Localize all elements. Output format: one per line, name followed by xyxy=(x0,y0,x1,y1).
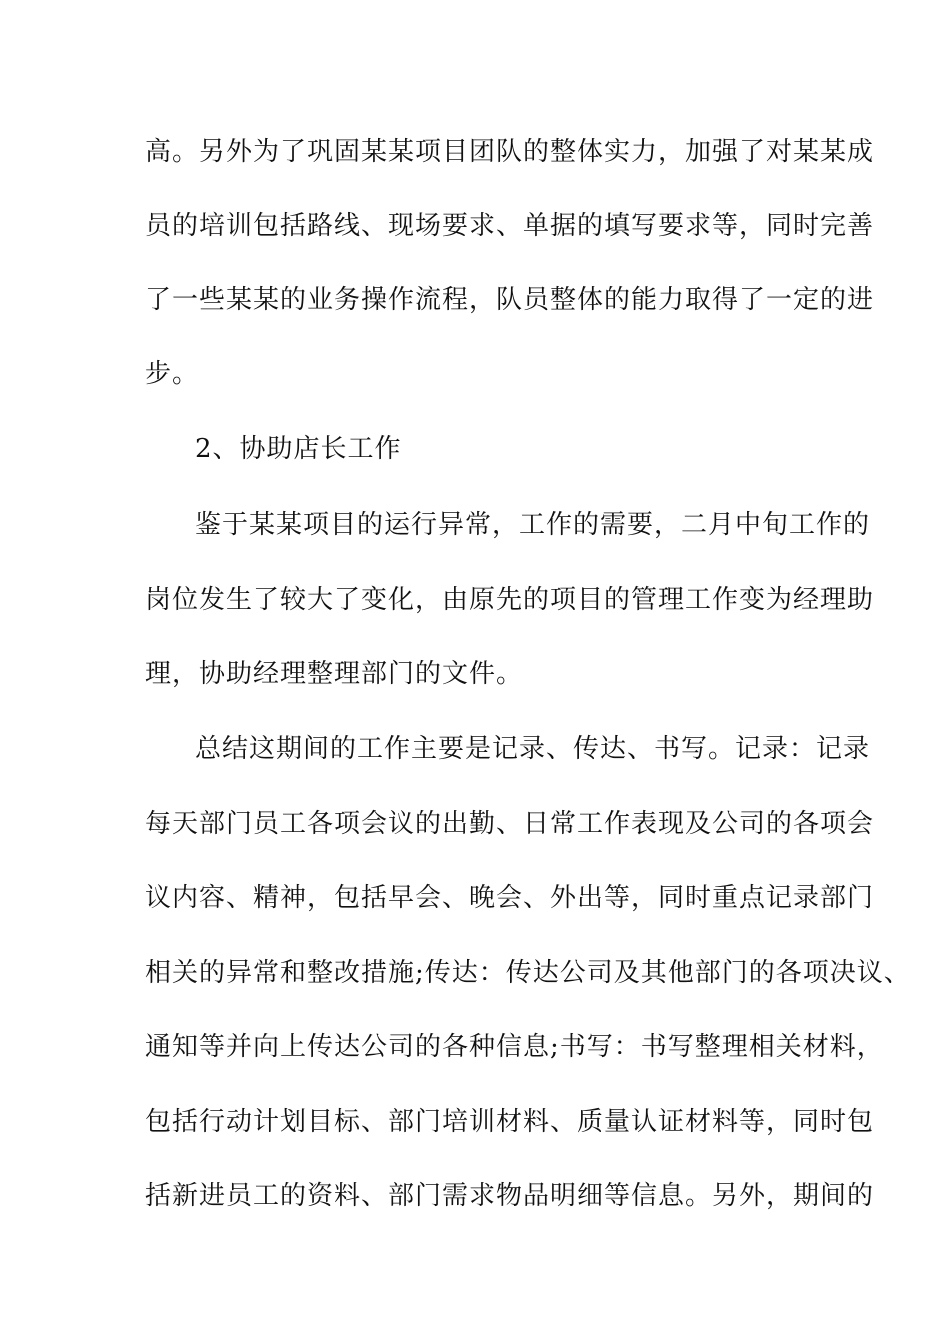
paragraph-line: 每天部门员工各项会议的出勤、日常工作表现及公司的各项会 xyxy=(145,809,875,839)
section-heading: 2、协助店长工作 xyxy=(195,434,402,464)
paragraph-line: 议内容、精神，包括早会、晚会、外出等，同时重点记录部门 xyxy=(145,883,875,913)
paragraph-line: 鉴于某某项目的运行异常，工作的需要，二月中旬工作的 xyxy=(195,510,871,540)
paragraph-line: 理，协助经理整理部门的文件。 xyxy=(145,659,524,689)
paragraph-line: 包括行动计划目标、部门培训材料、质量认证材料等，同时包 xyxy=(145,1107,875,1137)
paragraph-line: 岗位发生了较大了变化，由原先的项目的管理工作变为经理助 xyxy=(145,585,875,615)
paragraph-line: 通知等并向上传达公司的各种信息;书写：书写整理相关材料， xyxy=(145,1032,884,1062)
paragraph-line: 了一些某某的业务操作流程，队员整体的能力取得了一定的进 xyxy=(145,285,875,315)
paragraph-line: 高。另外为了巩固某某项目团队的整体实力，加强了对某某成 xyxy=(145,137,875,167)
paragraph-line: 括新进员工的资料、部门需求物品明细等信息。另外，期间的 xyxy=(145,1181,875,1211)
paragraph-line: 员的培训包括路线、现场要求、单据的填写要求等，同时完善 xyxy=(145,211,875,241)
paragraph-line: 总结这期间的工作主要是记录、传达、书写。记录：记录 xyxy=(195,734,871,764)
paragraph-line: 相关的异常和整改措施;传达：传达公司及其他部门的各项决议、 xyxy=(145,958,911,988)
paragraph-line: 步。 xyxy=(145,359,200,389)
